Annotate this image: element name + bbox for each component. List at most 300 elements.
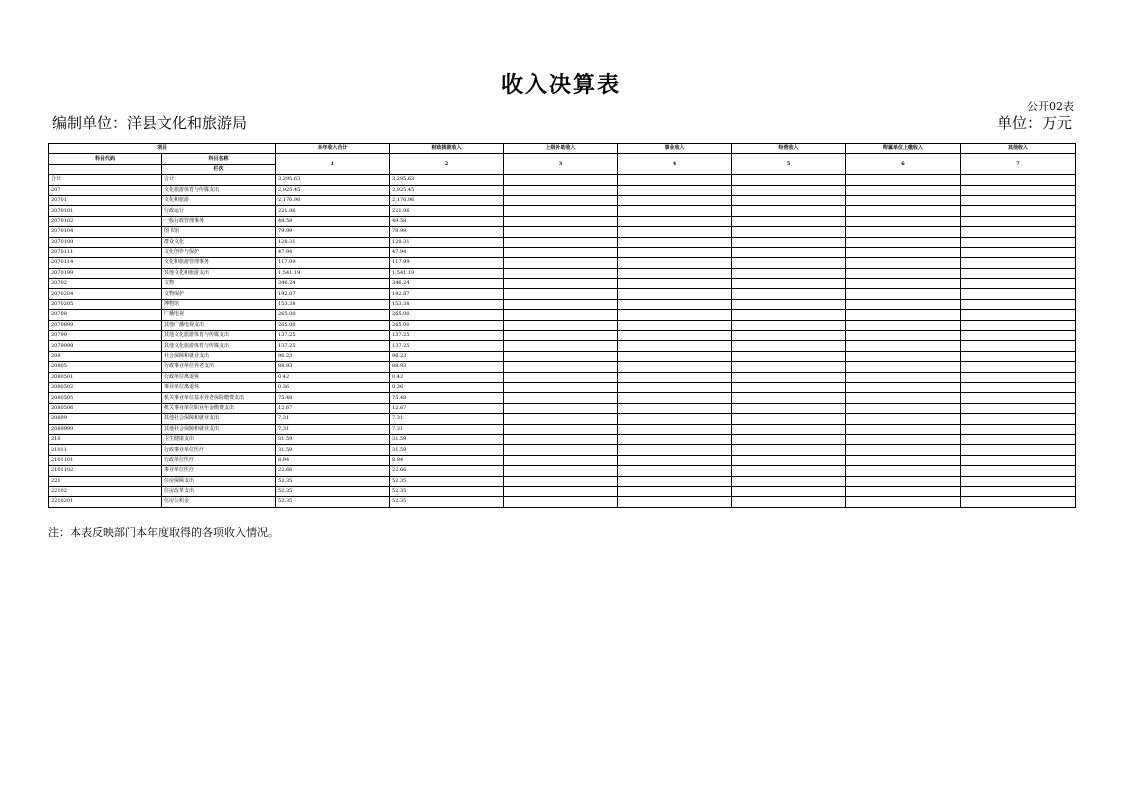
subject-name-cell: 事业单位离退休 [162, 382, 276, 392]
empty-cell [846, 279, 961, 289]
empty-cell [961, 393, 1076, 403]
subject-code-cell: 207 [49, 185, 162, 195]
empty-cell [504, 195, 618, 205]
subject-code-cell: 2210201 [49, 497, 162, 507]
total-income-cell: 0.42 [276, 372, 390, 382]
subject-code-cell: 208 [49, 351, 162, 361]
empty-cell [846, 445, 961, 455]
empty-cell [618, 455, 732, 465]
empty-cell [618, 310, 732, 320]
empty-cell [504, 320, 618, 330]
total-income-cell: 52.35 [276, 476, 390, 486]
subject-code-cell: 20702 [49, 279, 162, 289]
empty-cell [961, 195, 1076, 205]
subject-code-cell: 2101102 [49, 466, 162, 476]
total-income-cell: 3,295.63 [276, 175, 390, 185]
empty-cell [732, 331, 846, 341]
empty-cell [618, 331, 732, 341]
empty-cell [618, 206, 732, 216]
table-row [49, 424, 1076, 434]
fiscal-income-cell: 79.99 [390, 227, 504, 237]
empty-cell [732, 227, 846, 237]
fiscal-income-cell: 52.35 [390, 497, 504, 507]
empty-cell [846, 206, 961, 216]
empty-cell [504, 424, 618, 434]
fiscal-income-cell: 47.94 [390, 247, 504, 257]
subject-code-cell: 20799 [49, 331, 162, 341]
empty-cell [618, 403, 732, 413]
fiscal-income-cell: 2,925.45 [390, 185, 504, 195]
empty-cell [504, 227, 618, 237]
subject-name-cell: 文化旅游体育与传媒支出 [162, 185, 276, 195]
subject-name-cell: 合计 [162, 175, 276, 185]
empty-cell [961, 299, 1076, 309]
empty-cell [846, 216, 961, 226]
empty-cell [846, 195, 961, 205]
subject-name-cell: 住房改革支出 [162, 486, 276, 496]
empty-cell [618, 351, 732, 361]
subject-name-cell: 文化和旅游 [162, 195, 276, 205]
empty-cell [504, 206, 618, 216]
empty-cell [846, 486, 961, 496]
subject-name-cell: 住房保障支出 [162, 476, 276, 486]
empty-cell [504, 247, 618, 257]
fiscal-income-cell: 52.35 [390, 476, 504, 486]
empty-cell [732, 310, 846, 320]
empty-cell [732, 175, 846, 185]
total-income-cell: 7.31 [276, 414, 390, 424]
empty-cell [732, 195, 846, 205]
total-income-cell: 88.93 [276, 362, 390, 372]
fiscal-income-cell: 31.59 [390, 434, 504, 444]
table-row [49, 455, 1076, 465]
empty-cell [504, 299, 618, 309]
subject-name-cell: 文物保护 [162, 289, 276, 299]
empty-cell [618, 320, 732, 330]
table-row [49, 382, 1076, 392]
empty-cell [618, 476, 732, 486]
empty-cell [504, 175, 618, 185]
empty-cell [732, 466, 846, 476]
subject-name-cell: 博物馆 [162, 299, 276, 309]
empty-cell [961, 382, 1076, 392]
empty-cell [732, 497, 846, 507]
fiscal-income-cell: 128.31 [390, 237, 504, 247]
fiscal-income-cell: 31.59 [390, 445, 504, 455]
empty-cell [732, 299, 846, 309]
empty-cell [961, 486, 1076, 496]
empty-cell [504, 486, 618, 496]
empty-cell [961, 310, 1076, 320]
empty-cell [846, 372, 961, 382]
fiscal-income-cell: 137.25 [390, 331, 504, 341]
total-income-cell: 265.00 [276, 320, 390, 330]
empty-cell [732, 351, 846, 361]
empty-cell [504, 372, 618, 382]
col-num-7: 7 [961, 154, 1076, 175]
table-row [49, 476, 1076, 486]
empty-cell [732, 445, 846, 455]
total-income-cell: 137.25 [276, 341, 390, 351]
empty-cell [618, 497, 732, 507]
table-row [49, 466, 1076, 476]
empty-cell [846, 414, 961, 424]
subject-code-cell: 2080501 [49, 372, 162, 382]
empty-cell [618, 362, 732, 372]
empty-cell [732, 414, 846, 424]
empty-cell [846, 341, 961, 351]
empty-cell [961, 497, 1076, 507]
empty-cell [846, 299, 961, 309]
empty-cell [961, 414, 1076, 424]
fiscal-income-cell: 22.66 [390, 466, 504, 476]
currency-unit: 单位：万元 [996, 114, 1072, 132]
subject-name-cell: 行政单位医疗 [162, 455, 276, 465]
empty-cell [961, 175, 1076, 185]
empty-cell [846, 310, 961, 320]
subject-name-cell: 其他文化和旅游支出 [162, 268, 276, 278]
subject-name-cell: 机关事业单位基本养老保险缴费支出 [162, 393, 276, 403]
empty-cell [846, 268, 961, 278]
header-total-income: 本年收入合计 [276, 144, 390, 154]
empty-cell [618, 237, 732, 247]
table-row [49, 268, 1076, 278]
fiscal-income-cell: 192.87 [390, 289, 504, 299]
subject-code-cell: 2070899 [49, 320, 162, 330]
empty-cell [504, 185, 618, 195]
empty-cell [846, 237, 961, 247]
fiscal-income-cell: 346.24 [390, 279, 504, 289]
table-note: 注：本表反映部门本年度取得的各项收入情况。 [48, 526, 279, 539]
subject-name-cell: 文化创作与保护 [162, 247, 276, 257]
subject-name-cell: 住房公积金 [162, 497, 276, 507]
total-income-cell: 96.23 [276, 351, 390, 361]
col-num-3: 3 [504, 154, 618, 175]
empty-cell [846, 434, 961, 444]
subject-code-cell: 2080502 [49, 382, 162, 392]
empty-cell [732, 362, 846, 372]
empty-cell [618, 268, 732, 278]
subject-name-cell: 行政单位离退休 [162, 372, 276, 382]
empty-cell [732, 237, 846, 247]
table-row [49, 351, 1076, 361]
table-row [49, 414, 1076, 424]
total-income-cell: 192.87 [276, 289, 390, 299]
empty-cell [732, 403, 846, 413]
fiscal-income-cell: 88.93 [390, 362, 504, 372]
empty-cell [961, 237, 1076, 247]
total-income-cell: 346.24 [276, 279, 390, 289]
header-subsidiary-income: 附属单位上缴收入 [846, 144, 961, 154]
empty-cell [618, 341, 732, 351]
empty-cell [961, 258, 1076, 268]
empty-cell [846, 497, 961, 507]
empty-cell [504, 258, 618, 268]
empty-cell [961, 268, 1076, 278]
table-row [49, 403, 1076, 413]
empty-cell [846, 424, 961, 434]
fiscal-income-cell: 12.67 [390, 403, 504, 413]
table-row [49, 393, 1076, 403]
empty-cell [504, 216, 618, 226]
empty-cell [618, 289, 732, 299]
empty-cell [732, 268, 846, 278]
table-row [49, 299, 1076, 309]
fiscal-income-cell: 2,176.96 [390, 195, 504, 205]
fiscal-income-cell: 265.00 [390, 310, 504, 320]
empty-cell [618, 279, 732, 289]
empty-cell [732, 434, 846, 444]
subject-name-cell: 文化和旅游管理事务 [162, 258, 276, 268]
header-subject-code: 科目代码 [49, 154, 162, 164]
empty-cell [732, 486, 846, 496]
total-income-cell: 128.31 [276, 237, 390, 247]
empty-cell [618, 372, 732, 382]
total-income-cell: 0.36 [276, 382, 390, 392]
empty-cell [961, 320, 1076, 330]
empty-cell [732, 424, 846, 434]
subject-name-cell: 文物 [162, 279, 276, 289]
table-row [49, 320, 1076, 330]
table-row [49, 279, 1076, 289]
subject-code-cell: 2079999 [49, 341, 162, 351]
empty-cell [504, 237, 618, 247]
empty-cell [618, 486, 732, 496]
col-num-4: 4 [618, 154, 732, 175]
empty-cell [732, 393, 846, 403]
subject-name-cell: 群众文化 [162, 237, 276, 247]
empty-cell [846, 351, 961, 361]
total-income-cell: 52.35 [276, 486, 390, 496]
fiscal-income-cell: 49.58 [390, 216, 504, 226]
fiscal-income-cell: 3,295.63 [390, 175, 504, 185]
subject-name-cell: 行政运行 [162, 206, 276, 216]
header-project: 项目 [49, 144, 276, 154]
empty-cell [961, 216, 1076, 226]
subject-name-cell: 行政事业单位养老支出 [162, 362, 276, 372]
empty-cell [961, 341, 1076, 351]
empty-cell [504, 382, 618, 392]
fiscal-income-cell: 153.38 [390, 299, 504, 309]
fiscal-income-cell: 8.94 [390, 455, 504, 465]
header-row-1 [49, 144, 1076, 154]
subject-code-cell: 2080506 [49, 403, 162, 413]
empty-cell [961, 279, 1076, 289]
empty-cell [504, 393, 618, 403]
empty-cell [846, 258, 961, 268]
subject-code-cell: 21011 [49, 445, 162, 455]
empty-cell [846, 466, 961, 476]
empty-cell [732, 216, 846, 226]
subject-name-cell: 广播电视 [162, 310, 276, 320]
compiling-unit: 编制单位：洋县文化和旅游局 [52, 114, 248, 132]
subject-code-cell: 2070109 [49, 237, 162, 247]
empty-cell [732, 476, 846, 486]
fiscal-income-cell: 0.36 [390, 382, 504, 392]
subject-code-cell: 2070114 [49, 258, 162, 268]
empty-cell [504, 310, 618, 320]
fiscal-income-cell: 75.48 [390, 393, 504, 403]
empty-cell [961, 445, 1076, 455]
col-num-5: 5 [732, 154, 846, 175]
table-row [49, 310, 1076, 320]
empty-cell [618, 247, 732, 257]
empty-cell [961, 331, 1076, 341]
table-row [49, 486, 1076, 496]
empty-cell [961, 403, 1076, 413]
fiscal-income-cell: 117.99 [390, 258, 504, 268]
subject-code-cell: 2070204 [49, 289, 162, 299]
header-row-2 [49, 154, 1076, 164]
empty-cell [961, 372, 1076, 382]
subject-name-cell: 图书馆 [162, 227, 276, 237]
total-income-cell: 7.31 [276, 424, 390, 434]
subject-name-cell: 一般行政管理事务 [162, 216, 276, 226]
col-num-2: 2 [390, 154, 504, 175]
fiscal-income-cell: 0.42 [390, 372, 504, 382]
total-income-cell: 153.38 [276, 299, 390, 309]
empty-cell [732, 185, 846, 195]
subject-code-cell: 210 [49, 434, 162, 444]
total-income-cell: 12.67 [276, 403, 390, 413]
empty-cell [961, 351, 1076, 361]
total-income-cell: 2,925.45 [276, 185, 390, 195]
empty-cell [504, 414, 618, 424]
table-row [49, 497, 1076, 507]
empty-cell [618, 424, 732, 434]
empty-cell [618, 466, 732, 476]
table-row [49, 237, 1076, 247]
income-table [48, 143, 1076, 508]
empty-cell [961, 455, 1076, 465]
empty-cell [504, 362, 618, 372]
table-row [49, 289, 1076, 299]
col-num-1: 1 [276, 154, 390, 175]
empty-cell [961, 434, 1076, 444]
header-subject-name: 科目名称 [162, 154, 276, 164]
subject-name-cell: 其他社会保障和就业支出 [162, 424, 276, 434]
table-row [49, 445, 1076, 455]
empty-cell [846, 331, 961, 341]
empty-cell [732, 289, 846, 299]
total-income-cell: 52.35 [276, 497, 390, 507]
header-superior-subsidy: 上级补助收入 [504, 144, 618, 154]
subject-code-cell: 2070111 [49, 247, 162, 257]
empty-cell [618, 227, 732, 237]
empty-cell [618, 216, 732, 226]
empty-cell [618, 195, 732, 205]
empty-cell [961, 362, 1076, 372]
total-income-cell: 2,176.96 [276, 195, 390, 205]
empty-cell [961, 424, 1076, 434]
empty-cell [846, 403, 961, 413]
header-business-income: 事业收入 [618, 144, 732, 154]
table-row [49, 206, 1076, 216]
table-row [49, 195, 1076, 205]
table-row [49, 331, 1076, 341]
empty-cell [732, 206, 846, 216]
subject-code-cell: 20708 [49, 310, 162, 320]
subject-name-cell: 其他文化旅游体育与传媒支出 [162, 331, 276, 341]
empty-cell [732, 372, 846, 382]
empty-cell [504, 331, 618, 341]
empty-cell [618, 445, 732, 455]
empty-cell [504, 434, 618, 444]
empty-cell [961, 185, 1076, 195]
empty-cell [961, 476, 1076, 486]
fiscal-income-cell: 137.25 [390, 341, 504, 351]
empty-cell [846, 227, 961, 237]
header-other-income: 其他收入 [961, 144, 1076, 154]
empty-cell [732, 455, 846, 465]
subject-code-cell: 20701 [49, 195, 162, 205]
empty-cell [618, 185, 732, 195]
empty-cell [732, 258, 846, 268]
page-title: 收入决算表 [500, 72, 621, 98]
total-income-cell: 221.96 [276, 206, 390, 216]
empty-cell [846, 382, 961, 392]
total-income-cell: 31.59 [276, 434, 390, 444]
table-row [49, 434, 1076, 444]
subject-name-cell: 事业单位医疗 [162, 466, 276, 476]
table-row [49, 362, 1076, 372]
empty-cell [504, 289, 618, 299]
empty-cell [846, 476, 961, 486]
empty-cell [846, 175, 961, 185]
table-row [49, 227, 1076, 237]
subject-code-cell: 2070205 [49, 299, 162, 309]
empty-cell [961, 206, 1076, 216]
table-row [49, 247, 1076, 257]
empty-cell [961, 466, 1076, 476]
subject-code-cell: 2080505 [49, 393, 162, 403]
empty-cell [618, 258, 732, 268]
subject-code-cell: 2070102 [49, 216, 162, 226]
total-income-cell: 79.99 [276, 227, 390, 237]
empty-cell [504, 341, 618, 351]
total-income-cell: 22.66 [276, 466, 390, 476]
header-column-index: 栏次 [162, 164, 276, 174]
empty-cell [618, 414, 732, 424]
fiscal-income-cell: 7.31 [390, 414, 504, 424]
subject-name-cell: 其他文化旅游体育与传媒支出 [162, 341, 276, 351]
col-num-6: 6 [846, 154, 961, 175]
subject-name-cell: 卫生健康支出 [162, 434, 276, 444]
empty-cell [504, 351, 618, 361]
header-fiscal-income: 财政拨款收入 [390, 144, 504, 154]
empty-cell [961, 227, 1076, 237]
form-code: 公开02表 [1027, 100, 1074, 113]
empty-cell [961, 247, 1076, 257]
empty-cell [504, 403, 618, 413]
empty-cell [504, 268, 618, 278]
subject-code-cell: 合计 [49, 175, 162, 185]
empty-cell [504, 497, 618, 507]
total-income-cell: 1,541.19 [276, 268, 390, 278]
empty-cell [846, 289, 961, 299]
empty-cell [504, 455, 618, 465]
subject-name-cell: 社会保障和就业支出 [162, 351, 276, 361]
total-income-cell: 75.48 [276, 393, 390, 403]
subject-code-cell: 2070104 [49, 227, 162, 237]
empty-cell [846, 185, 961, 195]
subject-name-cell: 其他社会保障和就业支出 [162, 414, 276, 424]
subject-code-cell: 2089999 [49, 424, 162, 434]
subject-name-cell: 机关事业单位职业年金缴费支出 [162, 403, 276, 413]
empty-cell [618, 393, 732, 403]
empty-cell [618, 382, 732, 392]
table-row [49, 216, 1076, 226]
